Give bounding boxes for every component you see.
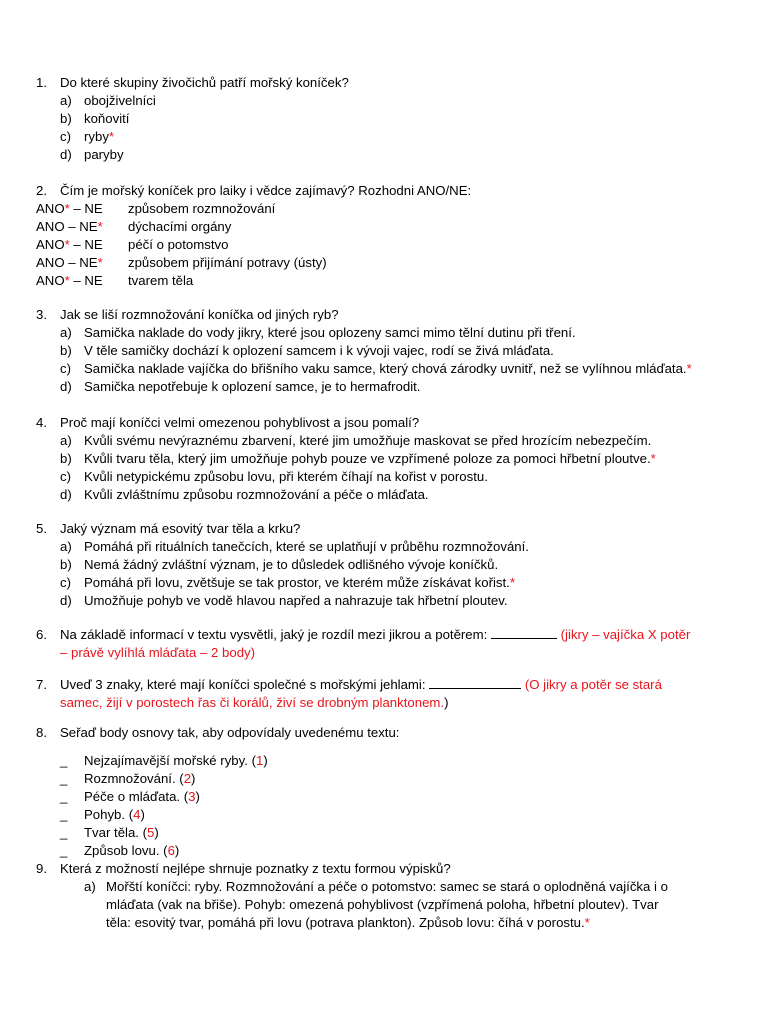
outline-item: Tvar těla. (5) <box>84 825 159 840</box>
option-correct <box>84 450 656 468</box>
question-number: 2. <box>36 183 47 198</box>
question-number: 7. <box>36 677 47 692</box>
question-text: Která z možností nejlépe shrnuje poznatky z textu formou výpisků? <box>60 861 451 876</box>
option-text: koňovití <box>84 111 130 126</box>
option-letter: d) <box>60 593 72 608</box>
order-blank[interactable]: _ <box>60 753 68 768</box>
question-number: 3. <box>36 307 47 322</box>
question-text: Čím je mořský koníček pro laiky i vědce zajímavý? Rozhodni ANO/NE: <box>60 183 472 198</box>
correct-mark: * <box>650 451 656 466</box>
answer-key-continued: – právě vylíhlá mláďata – 2 body) <box>60 645 256 660</box>
option-letter: d) <box>60 147 72 162</box>
outline-item: Rozmnožování. (2) <box>84 771 196 786</box>
order-number: 4 <box>133 807 141 822</box>
option-text: Samička naklade do vody jikry, které jsou oplozeny samci mimo tělní dutinu při tření. <box>84 325 576 340</box>
option-text: Nemá žádný zvláštní význam, je to důsledek odlišného vývoje koníčků. <box>84 557 499 572</box>
option-letter: b) <box>60 451 72 466</box>
question-text: Proč mají koníčci velmi omezenou pohyblivost a jsou pomalí? <box>60 415 420 430</box>
question-line <box>60 676 662 694</box>
option-letter: b) <box>60 557 72 572</box>
option-letter: c) <box>60 469 71 484</box>
option-letter: c) <box>60 129 71 144</box>
question-line <box>60 626 690 644</box>
answer-key-continued: samec, žijí v porostech řas či korálů, živí se drobným planktonem.) <box>60 695 449 710</box>
answer-blank[interactable] <box>429 676 521 689</box>
option-letter: c) <box>60 361 71 376</box>
option-letter: d) <box>60 379 72 394</box>
correct-mark: * <box>64 273 70 288</box>
question-text: Jak se liší rozmnožování koníčka od jiných ryb? <box>60 307 339 322</box>
option-text: obojživelníci <box>84 93 156 108</box>
correct-mark: * <box>686 361 692 376</box>
option-correct <box>106 914 590 932</box>
option-letter: a) <box>60 539 72 554</box>
order-number: 5 <box>147 825 155 840</box>
order-number: 2 <box>183 771 192 786</box>
option-text: Kvůli netypickému způsobu lovu, při kterém číhají na kořist v porostu. <box>84 469 488 484</box>
option-correct <box>84 128 114 146</box>
correct-mark: * <box>97 219 103 234</box>
option-text: ryby <box>84 129 109 144</box>
answer-key: (O jikry a potěr se stará <box>524 677 662 692</box>
correct-mark: * <box>108 129 115 144</box>
option-correct <box>84 574 515 592</box>
question-text: Seřaď body osnovy tak, aby odpovídaly uvedenému textu: <box>60 725 400 740</box>
question-number: 6. <box>36 627 47 642</box>
outline-item: Pohyb. (4) <box>84 807 145 822</box>
order-number: 1 <box>255 753 264 768</box>
correct-mark: * <box>64 201 70 216</box>
option-text: Pomáhá při rituálních tanečcích, které se uplatňují v průběhu rozmnožování. <box>84 539 529 554</box>
outline-item: Péče o mláďata. (3) <box>84 789 200 804</box>
correct-mark: * <box>64 237 70 252</box>
option-text: Kvůli svému nevýraznému zbarvení, které jim umožňuje maskovat se před hrozícím nebezpečím. <box>84 433 652 448</box>
ano-ne-choice: ANO – NE* <box>36 255 103 270</box>
question-number: 4. <box>36 415 47 430</box>
correct-mark: * <box>97 255 103 270</box>
answer-blank[interactable] <box>491 626 557 639</box>
order-number: 3 <box>188 789 196 804</box>
option-letter: a) <box>84 879 96 894</box>
option-text-line: mláďata (vak na břiše). Pohyb: omezená pohyblivost (vzpřímená poloha, hřbetní ploutev). Tvar <box>106 897 659 912</box>
question-text: Jaký význam má esovitý tvar těla a krku? <box>60 521 301 536</box>
order-number: 6 <box>167 843 175 858</box>
option-letter: a) <box>60 93 72 108</box>
option-text: Kvůli tvaru těla, který jim umožňuje pohyb pouze ve vzpřímené poloze za pomoci hřbetní ploutve. <box>84 451 651 466</box>
question-text: Na základě informací v textu vysvětli, jaký je rozdíl mezi jikrou a potěrem: <box>60 627 488 642</box>
order-blank[interactable]: _ <box>60 771 68 786</box>
option-letter: b) <box>60 343 72 358</box>
correct-mark: * <box>584 915 590 930</box>
order-blank[interactable]: _ <box>60 807 68 822</box>
option-correct <box>84 360 692 378</box>
statement-text: dýchacími orgány <box>128 219 232 234</box>
option-text: Samička naklade vajíčka do břišního vaku samce, který chová zárodky uvnitř, než se vylíhnou mláďata. <box>84 361 687 376</box>
outline-item: Nejzajímavější mořské ryby. (1) <box>84 753 268 768</box>
question-number: 1. <box>36 75 47 90</box>
statement-text: způsobem přijímání potravy (ústy) <box>128 255 327 270</box>
option-text: paryby <box>84 147 124 162</box>
option-letter: a) <box>60 433 72 448</box>
question-number: 8. <box>36 725 47 740</box>
option-text-line: těla: esovitý tvar, pomáhá při lovu (potrava plankton). Způsob lovu: číhá v porostu. <box>106 915 585 930</box>
question-number: 9. <box>36 861 47 876</box>
option-text: Samička nepotřebuje k oplození samce, je to hermafrodit. <box>84 379 421 394</box>
outline-item: Způsob lovu. (6) <box>84 843 180 858</box>
correct-mark: * <box>509 575 515 590</box>
option-letter: b) <box>60 111 72 126</box>
answer-key: (jikry – vajíčka X potěr <box>560 627 691 642</box>
statement-text: způsobem rozmnožování <box>128 201 276 216</box>
ano-ne-choice: ANO* – NE <box>36 273 103 288</box>
statement-text: péčí o potomstvo <box>128 237 229 252</box>
option-text: V těle samičky dochází k oplození samcem i k vývoji vajec, rodí se živá mláďata. <box>84 343 554 358</box>
question-text: Do které skupiny živočichů patří mořský koníček? <box>60 75 349 90</box>
order-blank[interactable]: _ <box>60 843 68 858</box>
question-number: 5. <box>36 521 47 536</box>
option-text-line: Mořští koníčci: ryby. Rozmnožování a péče o potomstvo: samec se stará o oplodněná vajíčka i o <box>106 879 668 894</box>
order-blank[interactable]: _ <box>60 789 68 804</box>
order-blank[interactable]: _ <box>60 825 68 840</box>
ano-ne-choice: ANO* – NE <box>36 237 103 252</box>
option-text: Pomáhá při lovu, zvětšuje se tak prostor, ve kterém může získávat kořist. <box>84 575 510 590</box>
question-text: Uveď 3 znaky, které mají koníčci společné s mořskými jehlami: <box>60 677 426 692</box>
option-letter: a) <box>60 325 72 340</box>
option-text: Umožňuje pohyb ve vodě hlavou napřed a nahrazuje tak hřbetní ploutev. <box>84 593 508 608</box>
option-letter: d) <box>60 487 72 502</box>
option-text: Kvůli zvláštnímu způsobu rozmnožování a péče o mláďata. <box>84 487 429 502</box>
ano-ne-choice: ANO* – NE <box>36 201 103 216</box>
statement-text: tvarem těla <box>128 273 194 288</box>
option-letter: c) <box>60 575 71 590</box>
ano-ne-choice: ANO – NE* <box>36 219 103 234</box>
